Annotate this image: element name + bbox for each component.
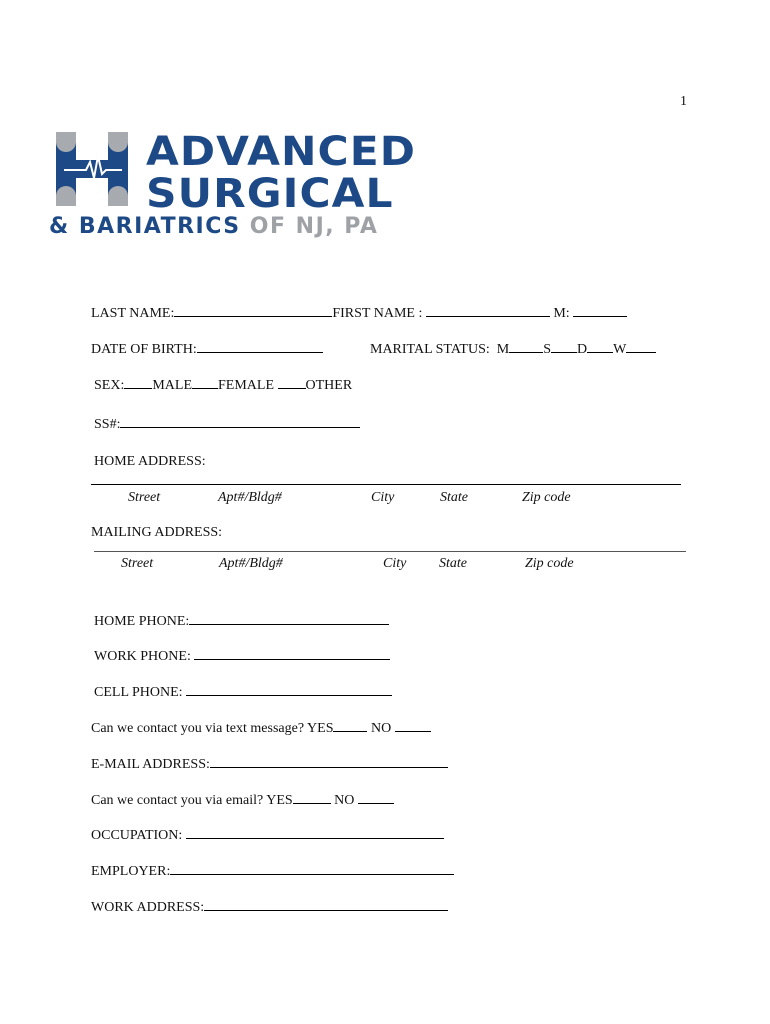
employer-field[interactable] <box>170 861 454 875</box>
marital-s-field[interactable] <box>551 339 577 353</box>
work-address-field[interactable] <box>204 897 448 911</box>
dob-row <box>91 339 323 358</box>
home-state-caption: State <box>440 490 468 505</box>
mailing-street-caption: Street <box>121 556 154 571</box>
mailing-address-label: MAILING ADDRESS: <box>91 525 223 540</box>
text-no-field[interactable] <box>395 718 431 732</box>
sex-other-field[interactable] <box>278 375 306 389</box>
marital-m-label: M <box>496 342 510 357</box>
last-name-label: LAST NAME: <box>91 306 175 321</box>
medical-cross-logo-icon <box>50 126 136 212</box>
logo-advanced: ADVANCED <box>146 129 417 175</box>
work-address-label: WORK ADDRESS: <box>91 900 205 915</box>
marital-m-field[interactable] <box>509 339 543 353</box>
sex-male-field[interactable] <box>124 375 152 389</box>
page-number: 1 <box>680 94 687 109</box>
last-name-field[interactable] <box>174 303 332 317</box>
email-no-label: NO <box>334 793 355 808</box>
marital-row <box>370 339 656 358</box>
home-city-caption: City <box>371 490 395 505</box>
marital-d-label: D <box>577 342 588 357</box>
text-yes-label: YES <box>307 721 334 736</box>
sex-female-field[interactable] <box>192 375 218 389</box>
name-row <box>91 303 627 322</box>
first-name-field[interactable] <box>426 303 550 317</box>
employer-label: EMPLOYER: <box>91 864 171 879</box>
occupation-label: OCCUPATION: <box>91 828 183 843</box>
sex-row <box>94 375 352 394</box>
home-phone-label: HOME PHONE: <box>94 614 190 629</box>
mailing-zip-caption: Zip code <box>525 556 574 571</box>
dob-field[interactable] <box>197 339 323 353</box>
cell-phone-row <box>94 682 392 701</box>
marital-w-field[interactable] <box>626 339 656 353</box>
employer-row <box>91 861 454 880</box>
home-phone-row <box>94 611 389 630</box>
mailing-address-field[interactable] <box>94 551 686 552</box>
cell-phone-field[interactable] <box>186 682 392 696</box>
logo-surgical: SURGICAL <box>146 171 394 217</box>
sex-label: SEX: <box>94 378 125 393</box>
mailing-apt-caption: Apt#/Bldg# <box>219 556 283 571</box>
text-no-label: NO <box>370 721 392 736</box>
female-label: FEMALE <box>218 378 275 393</box>
home-address-field[interactable] <box>91 484 681 485</box>
logo-bariatrics: & BARIATRICS <box>49 214 241 239</box>
home-phone-field[interactable] <box>189 611 389 625</box>
mailing-city-caption: City <box>383 556 407 571</box>
logo-tagline <box>49 216 378 238</box>
mailing-state-caption: State <box>439 556 467 571</box>
marital-w-label: W <box>613 342 627 357</box>
occupation-row <box>91 825 444 844</box>
email-row <box>91 754 448 773</box>
work-phone-row <box>94 646 390 665</box>
home-apt-caption: Apt#/Bldg# <box>218 490 282 505</box>
logo-region: OF NJ, PA <box>249 214 379 239</box>
text-consent-row <box>91 718 431 737</box>
middle-initial-label: M: <box>553 306 570 321</box>
cell-phone-label: CELL PHONE: <box>94 685 183 700</box>
home-address-label: HOME ADDRESS: <box>94 454 206 469</box>
other-label: OTHER <box>305 378 353 393</box>
ss-row <box>94 414 360 433</box>
email-consent-question: Can we contact you via email? <box>91 793 264 808</box>
marital-d-field[interactable] <box>587 339 613 353</box>
email-yes-label: YES <box>266 793 293 808</box>
dob-label: DATE OF BIRTH: <box>91 342 197 357</box>
ss-label: SS#: <box>94 417 121 432</box>
email-consent-row <box>91 790 394 809</box>
email-no-field[interactable] <box>358 790 394 804</box>
occupation-field[interactable] <box>186 825 444 839</box>
text-yes-field[interactable] <box>333 718 367 732</box>
middle-initial-field[interactable] <box>573 303 627 317</box>
text-consent-question: Can we contact you via text message? <box>91 721 305 736</box>
ss-field[interactable] <box>120 414 360 428</box>
email-field[interactable] <box>210 754 448 768</box>
email-label: E-MAIL ADDRESS: <box>91 757 210 772</box>
home-zip-caption: Zip code <box>522 490 571 505</box>
work-phone-field[interactable] <box>194 646 390 660</box>
marital-label: MARITAL STATUS: <box>370 342 490 357</box>
home-street-caption: Street <box>128 490 161 505</box>
work-phone-label: WORK PHONE: <box>94 649 191 664</box>
email-yes-field[interactable] <box>293 790 331 804</box>
first-name-label: FIRST NAME : <box>332 306 423 321</box>
work-address-row <box>91 897 448 916</box>
marital-s-label: S <box>543 342 551 357</box>
male-label: MALE <box>152 378 193 393</box>
